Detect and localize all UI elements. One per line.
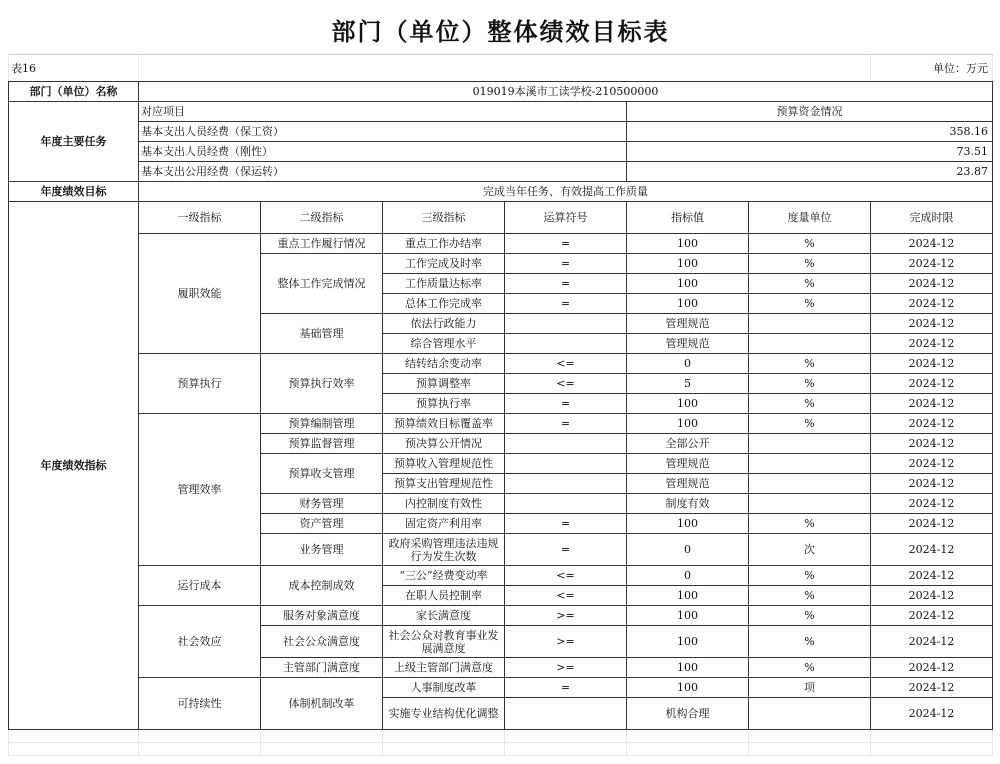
task-amount: 358.16 xyxy=(627,122,993,142)
header-deadline: 完成时限 xyxy=(871,202,993,234)
indicator-row xyxy=(9,414,993,434)
indicator-value: 机构合理 xyxy=(627,698,749,730)
deadline-cell: 2024-12 xyxy=(871,698,993,730)
indicator-row xyxy=(9,234,993,254)
operator-cell: <= xyxy=(505,374,627,394)
page-title: 部门（单位）整体绩效目标表 xyxy=(9,8,993,55)
empty-cell xyxy=(139,743,261,756)
empty-cell xyxy=(871,730,993,743)
annual-indicators-label: 年度绩效指标 xyxy=(9,202,139,730)
level2-indicator: 预算监督管理 xyxy=(261,434,383,454)
operator-cell: = xyxy=(505,534,627,566)
operator-cell: = xyxy=(505,254,627,274)
level3-indicator: 固定资产利用率 xyxy=(383,514,505,534)
unit-label: 单位：万元 xyxy=(871,55,993,82)
empty-cell xyxy=(505,743,627,756)
performance-table xyxy=(8,8,993,756)
deadline-cell: 2024-12 xyxy=(871,678,993,698)
measure-unit xyxy=(749,314,871,334)
table-number: 表16 xyxy=(9,55,139,82)
operator-cell xyxy=(505,454,627,474)
level2-indicator: 体制机制改革 xyxy=(261,678,383,730)
level2-indicator: 预算收支管理 xyxy=(261,454,383,494)
level3-indicator: 预算调整率 xyxy=(383,374,505,394)
level3-indicator: 预决算公开情况 xyxy=(383,434,505,454)
operator-cell: = xyxy=(505,414,627,434)
measure-unit xyxy=(749,474,871,494)
level3-indicator: 实施专业结构优化调整 xyxy=(383,698,505,730)
operator-cell: = xyxy=(505,234,627,254)
indicator-value: 0 xyxy=(627,566,749,586)
empty-cell xyxy=(139,730,261,743)
indicator-value: 管理规范 xyxy=(627,474,749,494)
operator-cell: <= xyxy=(505,586,627,606)
level2-indicator: 资产管理 xyxy=(261,514,383,534)
indicator-value: 100 xyxy=(627,394,749,414)
empty-cell xyxy=(627,743,749,756)
task-amount: 73.51 xyxy=(627,142,993,162)
indicator-value: 管理规范 xyxy=(627,454,749,474)
empty-cell xyxy=(505,730,627,743)
measure-unit xyxy=(749,698,871,730)
operator-cell: >= xyxy=(505,658,627,678)
level2-indicator: 财务管理 xyxy=(261,494,383,514)
deadline-cell: 2024-12 xyxy=(871,314,993,334)
deadline-cell: 2024-12 xyxy=(871,274,993,294)
header-level1: 一级指标 xyxy=(139,202,261,234)
operator-cell: = xyxy=(505,394,627,414)
operator-cell xyxy=(505,314,627,334)
indicator-value: 0 xyxy=(627,534,749,566)
indicator-value: 100 xyxy=(627,606,749,626)
measure-unit: % xyxy=(749,394,871,414)
measure-unit xyxy=(749,334,871,354)
operator-cell xyxy=(505,698,627,730)
task-item: 基本支出人员经费（刚性） xyxy=(139,142,627,162)
level3-indicator: 家长满意度 xyxy=(383,606,505,626)
level2-indicator: 预算执行效率 xyxy=(261,354,383,414)
operator-cell: = xyxy=(505,678,627,698)
level3-indicator: 人事制度改革 xyxy=(383,678,505,698)
level2-indicator: 预算编制管理 xyxy=(261,414,383,434)
measure-unit xyxy=(749,434,871,454)
level3-indicator: 预算收入管理规范性 xyxy=(383,454,505,474)
indicator-value: 管理规范 xyxy=(627,314,749,334)
operator-cell: = xyxy=(505,294,627,314)
indicator-value: 制度有效 xyxy=(627,494,749,514)
level1-indicator: 运行成本 xyxy=(139,566,261,606)
indicator-value: 100 xyxy=(627,626,749,658)
deadline-cell: 2024-12 xyxy=(871,474,993,494)
level2-indicator: 成本控制成效 xyxy=(261,566,383,606)
level1-indicator: 预算执行 xyxy=(139,354,261,414)
deadline-cell: 2024-12 xyxy=(871,334,993,354)
level3-indicator: 总体工作完成率 xyxy=(383,294,505,314)
level2-indicator: 重点工作履行情况 xyxy=(261,234,383,254)
empty-cell xyxy=(749,730,871,743)
measure-unit: % xyxy=(749,234,871,254)
deadline-cell: 2024-12 xyxy=(871,658,993,678)
indicator-row xyxy=(9,678,993,698)
deadline-cell: 2024-12 xyxy=(871,354,993,374)
deadline-cell: 2024-12 xyxy=(871,434,993,454)
level3-indicator: 综合管理水平 xyxy=(383,334,505,354)
empty-cell xyxy=(383,730,505,743)
indicator-value: 全部公开 xyxy=(627,434,749,454)
operator-cell: = xyxy=(505,514,627,534)
performance-target-sheet xyxy=(8,8,992,756)
dept-name-label: 部门（单位）名称 xyxy=(9,82,139,102)
level3-indicator: “三公”经费变动率 xyxy=(383,566,505,586)
indicator-row xyxy=(9,606,993,626)
measure-unit: % xyxy=(749,606,871,626)
operator-cell xyxy=(505,474,627,494)
operator-cell: = xyxy=(505,274,627,294)
measure-unit: % xyxy=(749,414,871,434)
deadline-cell: 2024-12 xyxy=(871,414,993,434)
measure-unit: % xyxy=(749,658,871,678)
level3-indicator: 工作质量达标率 xyxy=(383,274,505,294)
level3-indicator: 重点工作办结率 xyxy=(383,234,505,254)
level2-indicator: 整体工作完成情况 xyxy=(261,254,383,314)
empty-cell xyxy=(9,730,139,743)
indicator-value: 100 xyxy=(627,234,749,254)
task-item-header: 对应项目 xyxy=(139,102,627,122)
level3-indicator: 内控制度有效性 xyxy=(383,494,505,514)
indicator-value: 100 xyxy=(627,514,749,534)
level3-indicator: 预算绩效目标覆盖率 xyxy=(383,414,505,434)
measure-unit: % xyxy=(749,586,871,606)
header-value: 指标值 xyxy=(627,202,749,234)
measure-unit xyxy=(749,454,871,474)
level1-indicator: 履职效能 xyxy=(139,234,261,354)
deadline-cell: 2024-12 xyxy=(871,394,993,414)
header-level3: 三级指标 xyxy=(383,202,505,234)
deadline-cell: 2024-12 xyxy=(871,566,993,586)
indicator-value: 100 xyxy=(627,274,749,294)
header-level2: 二级指标 xyxy=(261,202,383,234)
operator-cell: >= xyxy=(505,606,627,626)
annual-goal-value: 完成当年任务、有效提高工作质量 xyxy=(139,182,993,202)
level1-indicator: 可持续性 xyxy=(139,678,261,730)
indicator-value: 0 xyxy=(627,354,749,374)
level1-indicator: 管理效率 xyxy=(139,414,261,566)
dept-name-value: 019019本溪市工读学校-210500000 xyxy=(139,82,993,102)
operator-cell xyxy=(505,494,627,514)
level3-indicator: 预算支出管理规范性 xyxy=(383,474,505,494)
deadline-cell: 2024-12 xyxy=(871,606,993,626)
operator-cell xyxy=(505,334,627,354)
indicator-value: 100 xyxy=(627,658,749,678)
level3-indicator: 工作完成及时率 xyxy=(383,254,505,274)
empty-cell xyxy=(871,743,993,756)
measure-unit: 项 xyxy=(749,678,871,698)
empty-cell xyxy=(261,730,383,743)
task-amount: 23.87 xyxy=(627,162,993,182)
level3-indicator: 依法行政能力 xyxy=(383,314,505,334)
level3-indicator: 结转结余变动率 xyxy=(383,354,505,374)
indicator-row xyxy=(9,354,993,374)
header-unit: 度量单位 xyxy=(749,202,871,234)
operator-cell: <= xyxy=(505,354,627,374)
deadline-cell: 2024-12 xyxy=(871,254,993,274)
level1-indicator: 社会效应 xyxy=(139,606,261,678)
measure-unit: % xyxy=(749,294,871,314)
indicator-value: 100 xyxy=(627,254,749,274)
operator-cell: <= xyxy=(505,566,627,586)
indicator-value: 5 xyxy=(627,374,749,394)
empty-cell xyxy=(9,743,139,756)
deadline-cell: 2024-12 xyxy=(871,494,993,514)
measure-unit xyxy=(749,494,871,514)
task-item: 基本支出人员经费（保工资） xyxy=(139,122,627,142)
header-operator: 运算符号 xyxy=(505,202,627,234)
operator-cell xyxy=(505,434,627,454)
annual-tasks-label: 年度主要任务 xyxy=(9,102,139,182)
measure-unit: % xyxy=(749,566,871,586)
deadline-cell: 2024-12 xyxy=(871,234,993,254)
deadline-cell: 2024-12 xyxy=(871,374,993,394)
task-budget-header: 预算资金情况 xyxy=(627,102,993,122)
level3-indicator: 社会公众对教育事业发展满意度 xyxy=(383,626,505,658)
level2-indicator: 主管部门满意度 xyxy=(261,658,383,678)
indicator-row xyxy=(9,566,993,586)
deadline-cell: 2024-12 xyxy=(871,626,993,658)
measure-unit: % xyxy=(749,254,871,274)
indicator-value: 100 xyxy=(627,678,749,698)
deadline-cell: 2024-12 xyxy=(871,586,993,606)
indicator-value: 100 xyxy=(627,414,749,434)
level2-indicator: 业务管理 xyxy=(261,534,383,566)
measure-unit: % xyxy=(749,626,871,658)
empty-cell xyxy=(627,730,749,743)
level3-indicator: 在职人员控制率 xyxy=(383,586,505,606)
deadline-cell: 2024-12 xyxy=(871,534,993,566)
level2-indicator: 社会公众满意度 xyxy=(261,626,383,658)
level2-indicator: 服务对象满意度 xyxy=(261,606,383,626)
measure-unit: % xyxy=(749,374,871,394)
empty-cell xyxy=(261,743,383,756)
indicator-value: 100 xyxy=(627,586,749,606)
measure-unit: % xyxy=(749,354,871,374)
annual-goal-label: 年度绩效目标 xyxy=(9,182,139,202)
measure-unit: % xyxy=(749,514,871,534)
empty-cell xyxy=(383,743,505,756)
deadline-cell: 2024-12 xyxy=(871,454,993,474)
level3-indicator: 预算执行率 xyxy=(383,394,505,414)
measure-unit: 次 xyxy=(749,534,871,566)
operator-cell: >= xyxy=(505,626,627,658)
level3-indicator: 上级主管部门满意度 xyxy=(383,658,505,678)
empty-cell xyxy=(749,743,871,756)
deadline-cell: 2024-12 xyxy=(871,514,993,534)
task-item: 基本支出公用经费（保运转） xyxy=(139,162,627,182)
deadline-cell: 2024-12 xyxy=(871,294,993,314)
indicator-value: 100 xyxy=(627,294,749,314)
measure-unit: % xyxy=(749,274,871,294)
level3-indicator: 政府采购管理违法违规行为发生次数 xyxy=(383,534,505,566)
level2-indicator: 基础管理 xyxy=(261,314,383,354)
indicator-value: 管理规范 xyxy=(627,334,749,354)
